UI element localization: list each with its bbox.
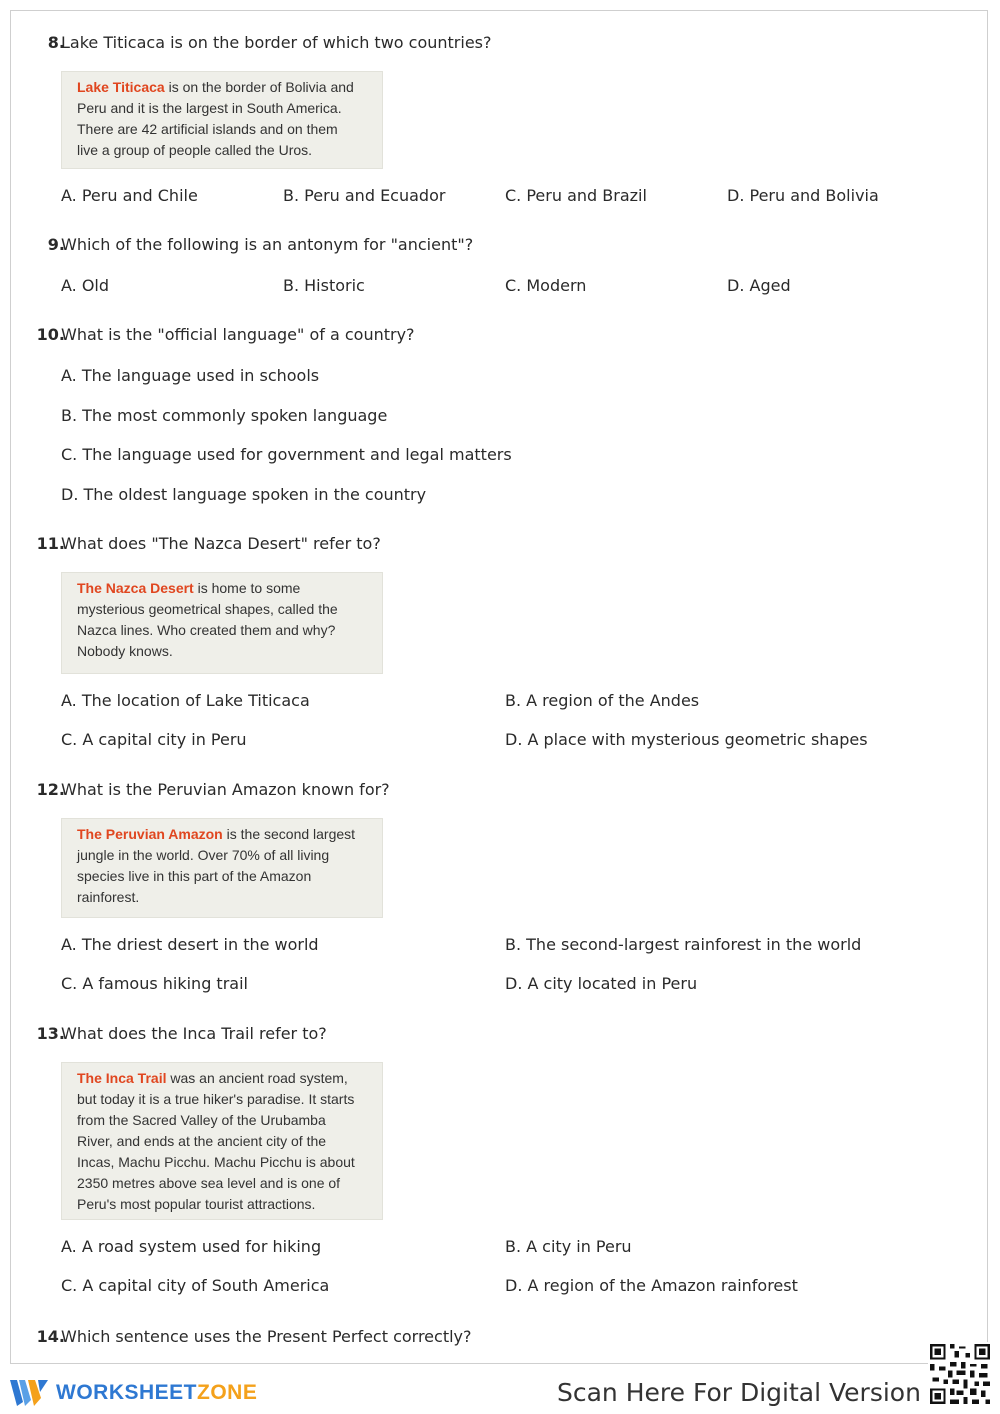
option-a[interactable]: A. Peru and Chile	[61, 186, 198, 205]
option-a[interactable]: A. The location of Lake Titicaca	[61, 691, 310, 710]
option-d[interactable]: D. Aged	[727, 276, 791, 295]
card-highlight: The Peruvian Amazon	[77, 826, 223, 842]
card-line: Peru's most popular tourist attractions.	[77, 1196, 316, 1212]
scan-instruction: Scan Here For Digital Version	[557, 1378, 921, 1407]
logo-text-zone: ZONE	[197, 1381, 258, 1404]
card-line: Incas, Machu Picchu. Machu Picchu is about	[77, 1154, 355, 1170]
card-line: live a group of people called the Uros.	[77, 142, 313, 158]
option-d[interactable]: D. Peru and Bolivia	[727, 186, 879, 205]
reading-card	[61, 818, 383, 918]
question-text: Which sentence uses the Present Perfect correctly?	[61, 1327, 472, 1346]
reading-card	[61, 1062, 383, 1220]
question-text: What does the Inca Trail refer to?	[61, 1024, 327, 1043]
card-line: mysterious geometrical shapes, called the	[77, 601, 338, 617]
option-d[interactable]: D. A place with mysterious geometric shapes	[505, 730, 868, 749]
option-b[interactable]: B. The second-largest rainforest in the world	[505, 935, 862, 954]
card-line: jungle in the world. Over 70% of all living	[77, 847, 330, 863]
logo-text	[56, 1381, 257, 1405]
card-line: species live in this part of the Amazon	[77, 868, 312, 884]
option-c[interactable]: C. A capital city of South America	[61, 1276, 330, 1295]
card-text: is the second largest	[222, 826, 356, 842]
card-line: but today it is a true hiker's paradise. It starts	[77, 1091, 355, 1107]
option-b[interactable]: B. A region of the Andes	[505, 691, 700, 710]
reading-card	[61, 572, 383, 674]
question-number: 9.	[47, 235, 65, 254]
card-line: from the Sacred Valley of the Urubamba	[77, 1112, 326, 1128]
option-a[interactable]: A. Old	[61, 276, 110, 295]
option-c[interactable]: C. The language used for government and legal matters	[61, 445, 512, 464]
question-text: Lake Titicaca is on the border of which two countries?	[61, 33, 492, 52]
question-text: What does "The Nazca Desert" refer to?	[61, 534, 381, 553]
option-c[interactable]: C. A capital city in Peru	[61, 730, 247, 749]
reading-card	[61, 71, 383, 169]
option-c[interactable]: C. Modern	[505, 276, 587, 295]
option-b[interactable]: B. The most commonly spoken language	[61, 406, 388, 425]
option-b[interactable]: B. Historic	[283, 276, 365, 295]
logo-w-icon	[8, 1376, 50, 1410]
option-a[interactable]: A. A road system used for hiking	[61, 1237, 322, 1256]
worksheet-page	[10, 10, 988, 1364]
question-number: 11.	[36, 534, 65, 553]
card-line: Nazca lines. Who created them and why?	[77, 622, 336, 638]
option-d[interactable]: D. A city located in Peru	[505, 974, 698, 993]
option-a[interactable]: A. The language used in schools	[61, 366, 320, 385]
option-b[interactable]: B. A city in Peru	[505, 1237, 632, 1256]
card-highlight: Lake Titicaca	[77, 79, 165, 95]
card-line: Nobody knows.	[77, 643, 173, 659]
option-d[interactable]: D. A region of the Amazon rainforest	[505, 1276, 798, 1295]
option-b[interactable]: B. Peru and Ecuador	[283, 186, 446, 205]
card-text: was an ancient road system,	[166, 1070, 348, 1086]
worksheetzone-logo[interactable]	[8, 1376, 257, 1410]
question-number: 8.	[47, 33, 65, 52]
question-number: 14.	[36, 1327, 65, 1346]
question-number: 10.	[36, 325, 65, 344]
card-line: There are 42 artificial islands and on them	[77, 121, 338, 137]
option-a[interactable]: A. The driest desert in the world	[61, 935, 319, 954]
logo-text-worksheet: WORKSHEET	[56, 1381, 197, 1404]
card-line: 2350 metres above sea level and is one of	[77, 1175, 341, 1191]
card-highlight: The Nazca Desert	[77, 580, 194, 596]
qr-code-icon[interactable]	[928, 1342, 992, 1406]
card-line: River, and ends at the ancient city of the	[77, 1133, 327, 1149]
card-line: Peru and it is the largest in South America.	[77, 100, 342, 116]
question-text: What is the Peruvian Amazon known for?	[61, 780, 390, 799]
question-text: What is the "official language" of a country?	[61, 325, 415, 344]
question-number: 13.	[36, 1024, 65, 1043]
question-number: 12.	[36, 780, 65, 799]
card-highlight: The Inca Trail	[77, 1070, 167, 1086]
option-d[interactable]: D. The oldest language spoken in the country	[61, 485, 427, 504]
card-text: is home to some	[193, 580, 301, 596]
option-c[interactable]: C. A famous hiking trail	[61, 974, 248, 993]
question-text: Which of the following is an antonym for "ancient"?	[61, 235, 474, 254]
option-c[interactable]: C. Peru and Brazil	[505, 186, 647, 205]
card-text: is on the border of Bolivia and	[164, 79, 354, 95]
card-line: rainforest.	[77, 889, 140, 905]
